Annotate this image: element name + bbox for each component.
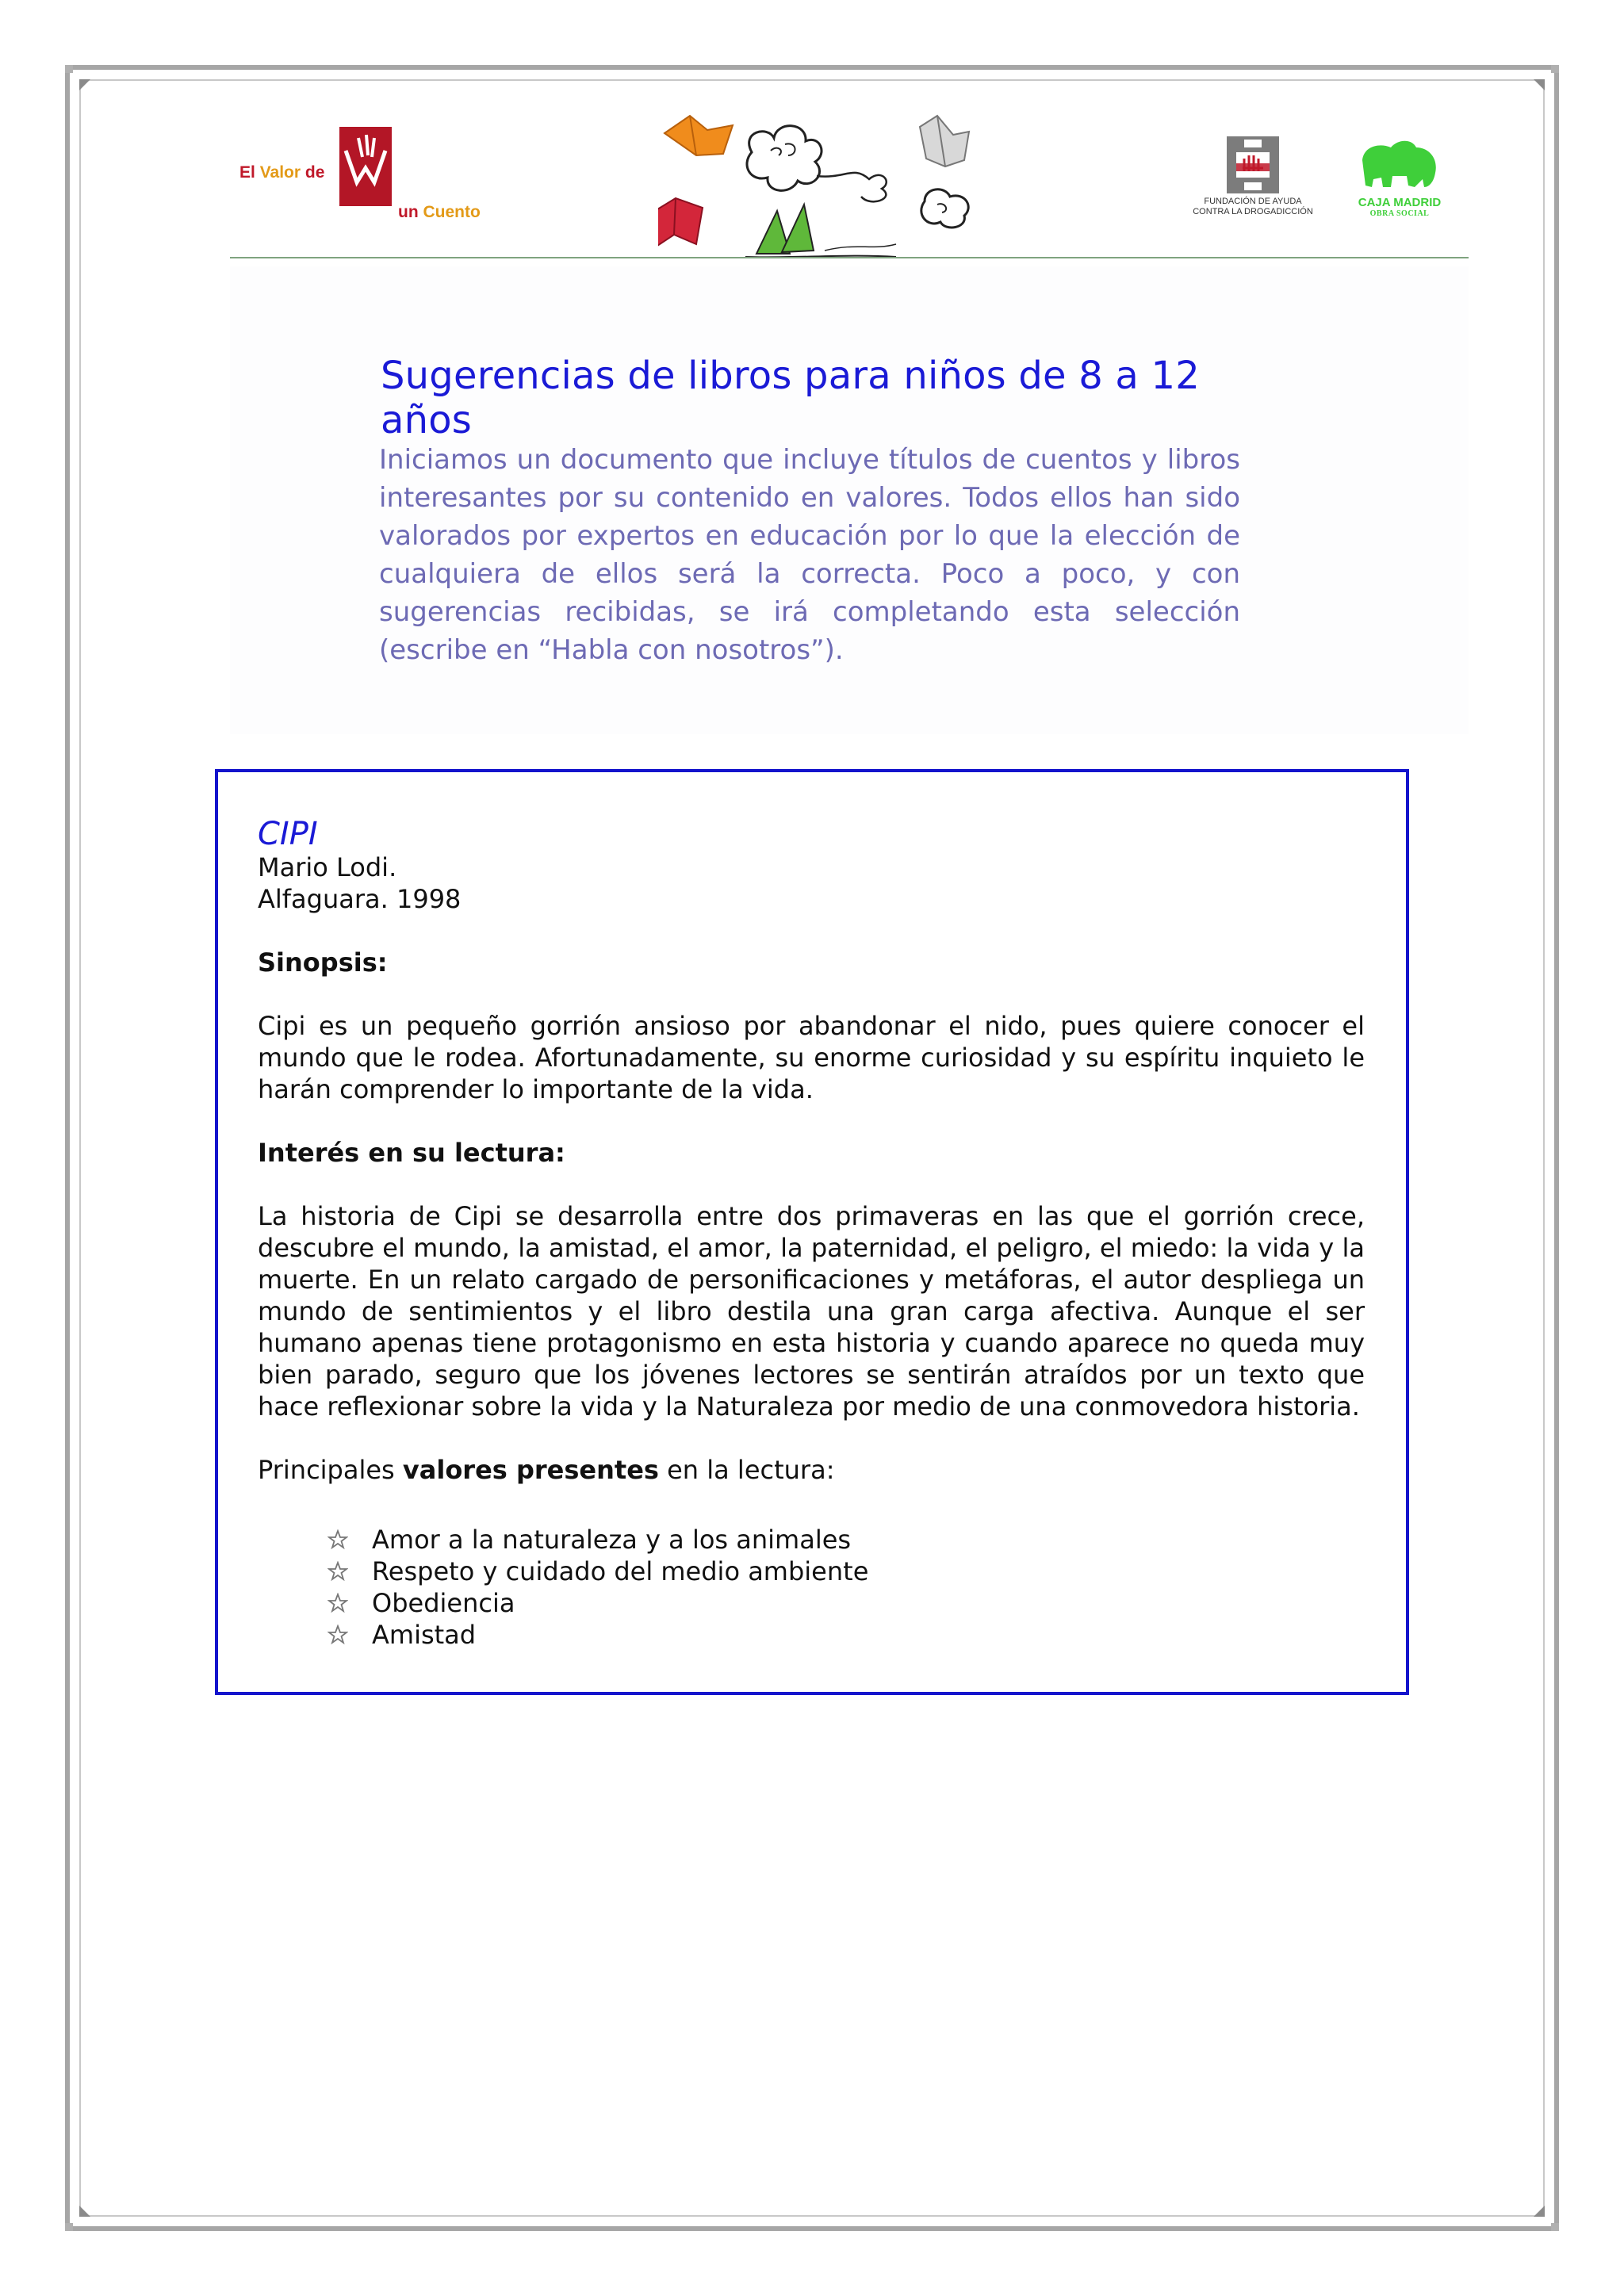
synopsis-text: Cipi es un pequeño gorrión ansioso por abandonar el nido, pues quiere conocer el mundo que le rodea. Afortunadamente, su enorme curiosidad y su espíritu inquieto le harán comprender lo importante de la vida. <box>258 1011 1365 1104</box>
header-divider <box>230 257 1469 258</box>
star-bullet-icon <box>327 1593 348 1613</box>
book-author: Mario Lodi. <box>258 852 397 882</box>
frame-tick <box>1551 65 1559 73</box>
book-card-content <box>258 817 1365 1651</box>
corner-ornament <box>1534 2206 1545 2217</box>
values-list <box>258 1524 1365 1651</box>
logo-emblem-icon <box>339 127 392 206</box>
list-item: Obediencia <box>327 1587 1365 1619</box>
corner-ornament <box>1534 79 1545 90</box>
el-valor-de-un-cuento-logo <box>239 121 493 221</box>
fad-hand-icon <box>1227 136 1279 193</box>
interest-heading: Interés en su lectura: <box>258 1138 565 1168</box>
star-bullet-icon <box>327 1561 348 1582</box>
logo-text-line2: un Cuento <box>398 203 481 221</box>
values-intro: Principales valores presentes en la lectura: <box>258 1455 835 1485</box>
list-item: Amistad <box>327 1619 1365 1651</box>
book-title: CIPI <box>258 816 318 852</box>
frame-tick <box>1551 2223 1559 2231</box>
fad-foundation-logo <box>1178 136 1328 232</box>
logo-text-line1: El Valor de <box>239 163 325 182</box>
book-card <box>215 769 1409 1695</box>
page-title: Sugerencias de libros para niños de 8 a 12 años <box>381 354 1200 442</box>
list-item: Respeto y cuidado del medio ambiente <box>327 1556 1365 1587</box>
books-clouds-illustration <box>658 103 1031 262</box>
frame-tick <box>65 65 73 73</box>
caja-madrid-logo <box>1344 136 1455 232</box>
frame-tick <box>65 2223 73 2231</box>
list-item: Amor a la naturaleza y a los animales <box>327 1524 1365 1556</box>
fad-caption-line1: FUNDACIÓN DE AYUDA <box>1204 197 1302 206</box>
corner-ornament <box>79 79 90 90</box>
synopsis-heading: Sinopsis: <box>258 947 388 978</box>
caja-madrid-sub: OBRA SOCIAL <box>1369 209 1430 218</box>
page-header <box>230 95 1469 258</box>
book-publisher: Alfaguara. 1998 <box>258 884 462 914</box>
star-bullet-icon <box>327 1624 348 1645</box>
corner-ornament <box>79 2206 90 2217</box>
interest-text: La historia de Cipi se desarrolla entre dos primaveras en las que el gorrión crece, descubre el mundo, la amistad, el amor, la paternidad, el peligro, el miedo: la vida y la muerte. En un relato cargado de personificaciones y metáforas, el autor despliega un mundo de sentimientos y el libro destila una gran carga afectiva. Aunque el ser humano apenas tiene protagonismo en esta historia y cuando aparece no queda muy bien parado, seguro que los jóvenes lectores se sentirán atraídos por un texto que hace reflexionar sobre la vida y la Naturaleza por medio de una conmovedora historia. <box>258 1201 1365 1422</box>
fad-caption-line2: CONTRA LA DROGADICCIÓN <box>1193 207 1313 216</box>
caja-madrid-bear-icon <box>1356 136 1443 193</box>
star-bullet-icon <box>327 1529 348 1550</box>
intro-paragraph: Iniciamos un documento que incluye títulos de cuentos y libros interesantes por su contenido en valores. Todos ellos han sido valorados por expertos en educación por lo que la elección de cualquiera de ellos será la correcta. Poco a poco, y con sugerencias recibidas, se irá completando esta selección (escribe en “Habla con nosotros”). <box>379 444 1240 666</box>
caja-madrid-name: CAJA MADRID <box>1358 196 1442 209</box>
